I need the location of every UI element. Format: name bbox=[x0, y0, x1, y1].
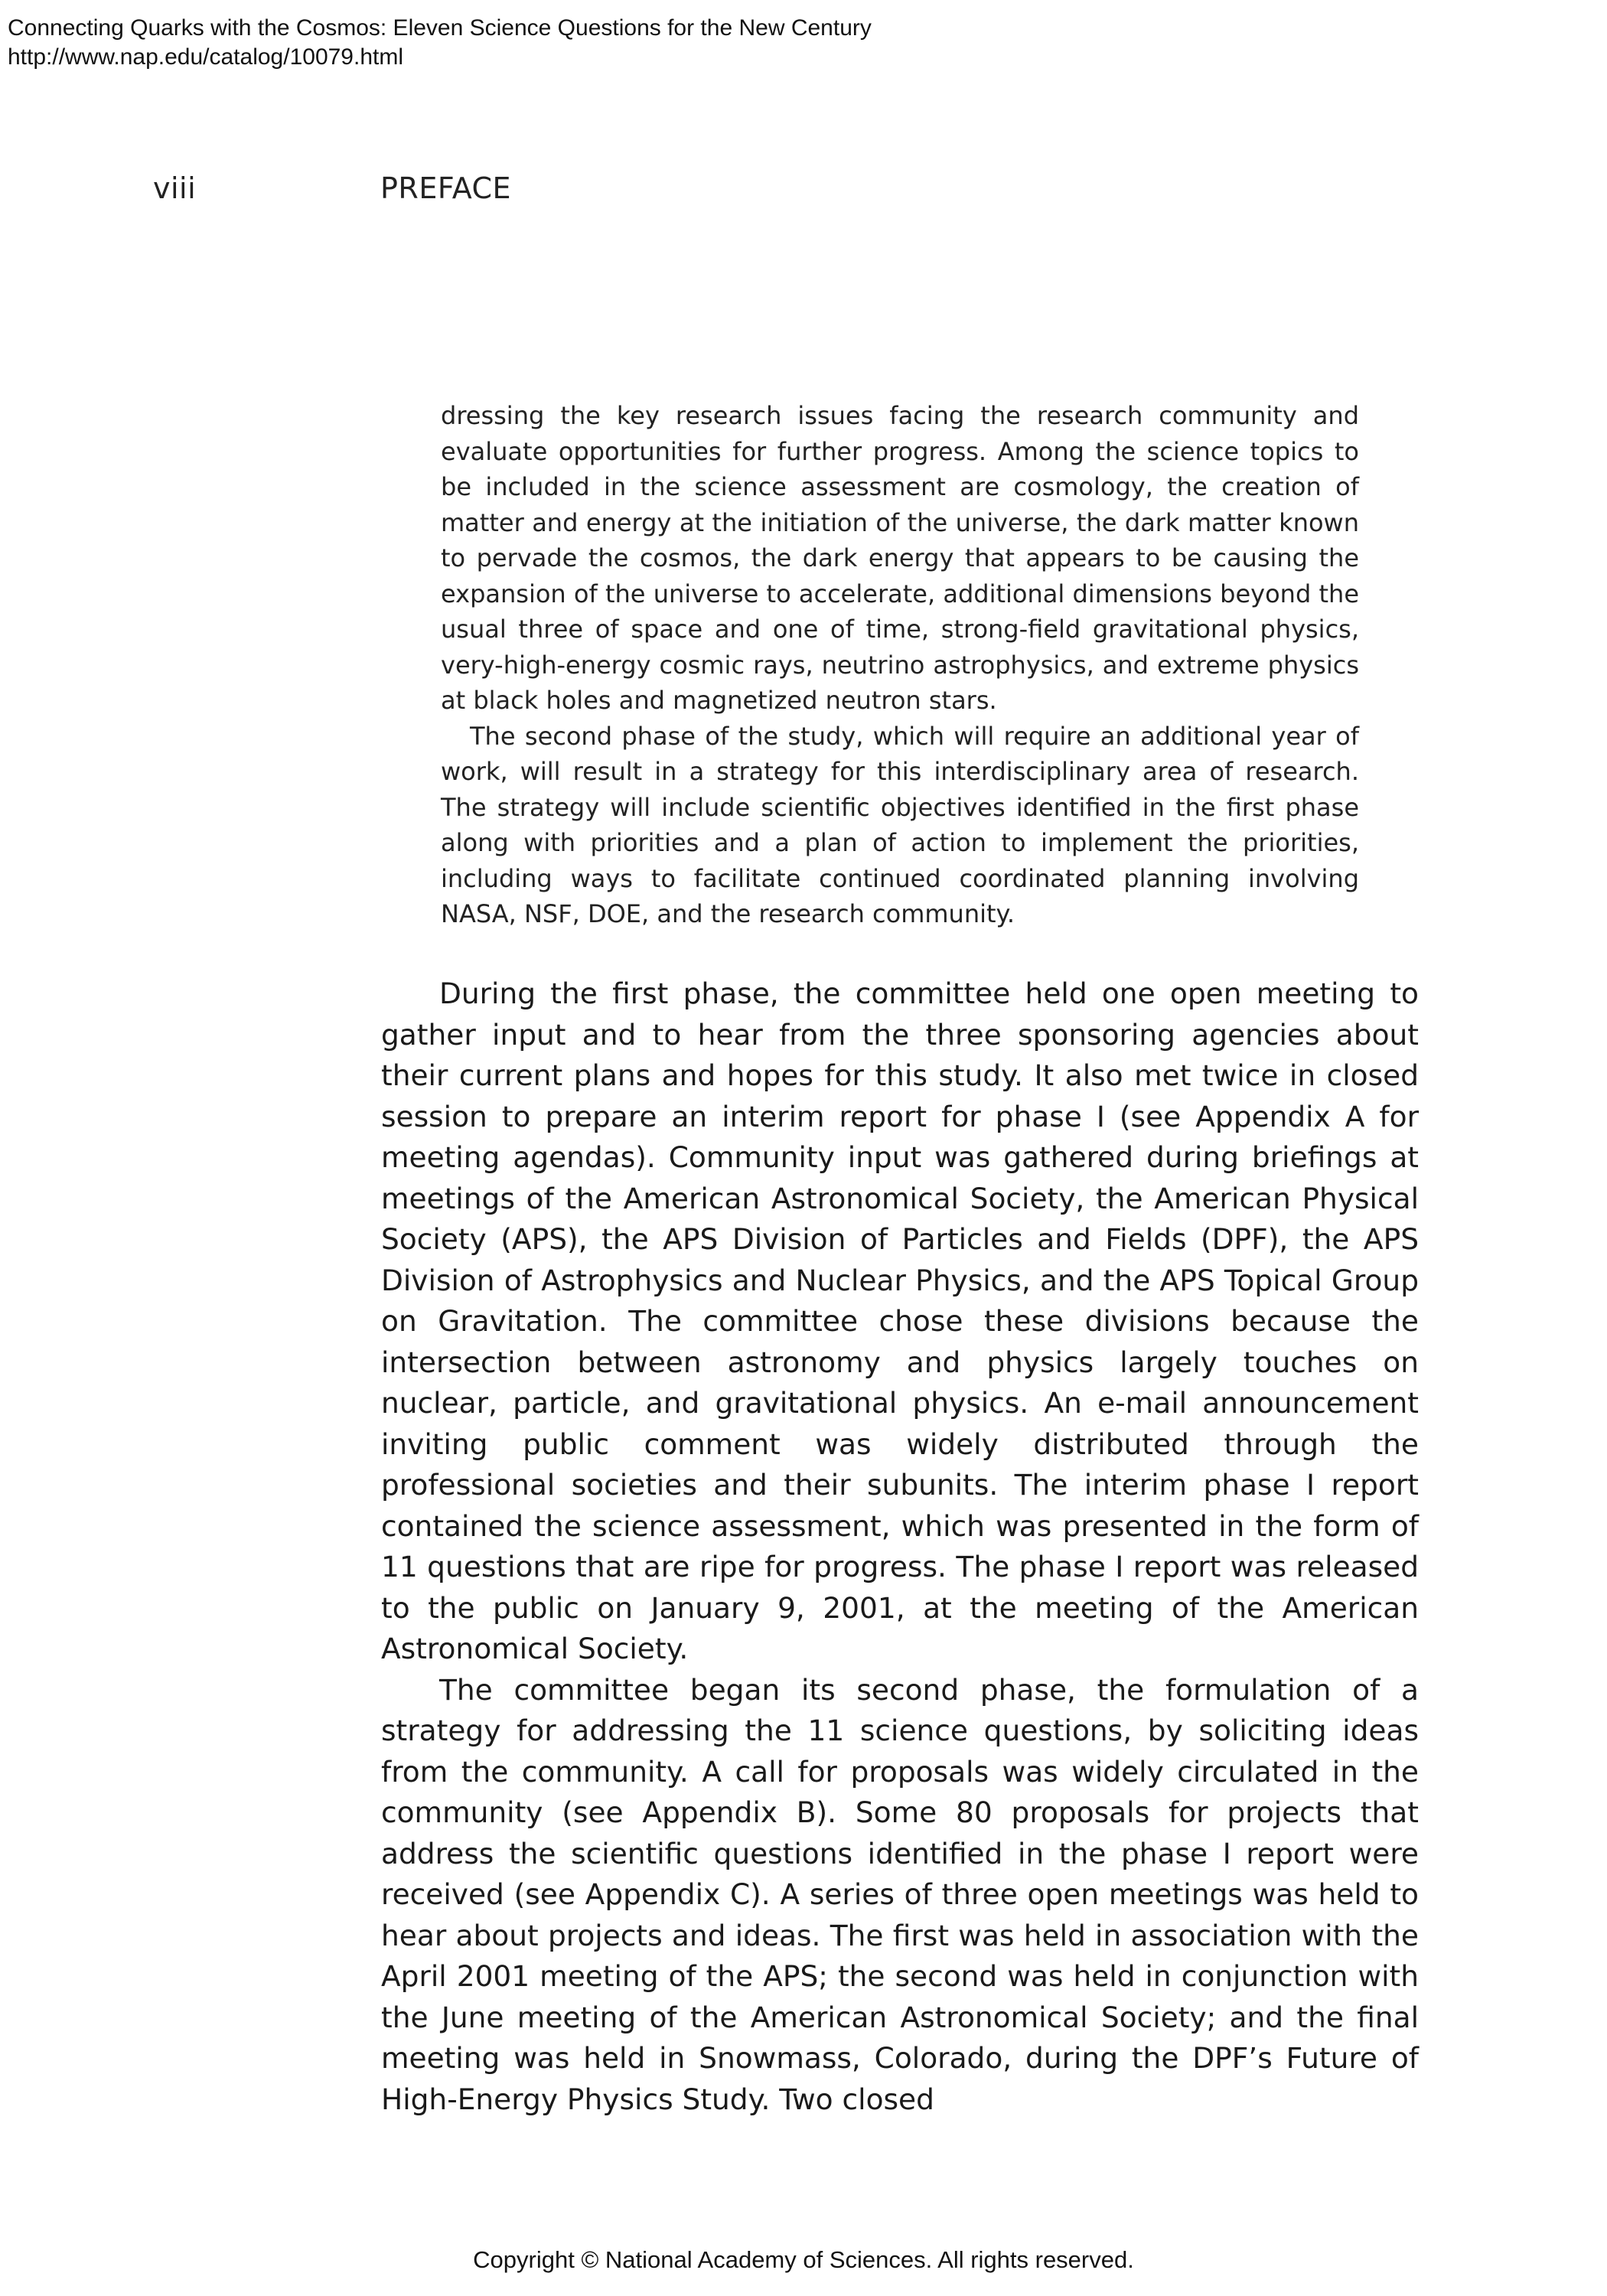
preface-body bbox=[381, 974, 1419, 2120]
running-head-title: PREFACE bbox=[380, 171, 512, 205]
document-source-header bbox=[8, 14, 872, 72]
quoted-study-charge bbox=[441, 398, 1359, 932]
body-paragraph: The committee began its second phase, the formulation of a strategy for addressing the 11 science questions, by soliciting ideas from the community. A call for proposals was widely circulated in the community (see Appendix B). Some 80 proposals for projects that address the scientific questions identified in the phase I report were received (see Appendix C). A series of three open meetings was held to hear about projects and ideas. The first was held in association with the April 2001 meeting of the APS; the second was held in conjunction with the June meeting of the American Astronomical Society; and the final meeting was held in Snowmass, Colorado, during the DPF’s Future of High-Energy Physics Study. Two closed bbox=[381, 1672, 1419, 2116]
quoted-paragraph: The second phase of the study, which will require an additional year of work, will result in a strategy for this interdisciplinary area of research. The strategy will include scientific objectives identified in the first phase along with priorities and a plan of action to implement the priorities, including ways to facilitate continued coordinated planning involving NASA, NSF, DOE, and the research community. bbox=[441, 721, 1359, 928]
catalog-url: http://www.nap.edu/catalog/10079.html bbox=[8, 44, 404, 70]
copyright-footer: Copyright © National Academy of Sciences. All rights reserved. bbox=[473, 2246, 1134, 2273]
body-paragraph: During the first phase, the committee held one open meeting to gather input and to hear from the three sponsoring agencies about their current plans and hopes for this study. It also met twice in closed session to prepare an interim report for phase I (see Appendix A for meeting agendas). Community input was gathered during briefings at meetings of the American Astronomical Society, the American Physical Society (APS), the APS Division of Particles and Fields (DPF), the APS Division of Astrophysics and Nuclear Physics, and the APS Topical Group on Gravitation. The committee chose these divisions because the intersection between astronomy and physics largely touches on nuclear, particle, and gravitational physics. An e-mail announcement inviting public comment was widely distributed through the professional societies and their subunits. The interim phase I report contained the science assessment, which was presented in the form of 11 questions that are ripe for progress. The phase I report was released to the public on January 9, 2001, at the meeting of the American Astronomical Society. bbox=[381, 977, 1419, 1665]
quoted-paragraph: dressing the key research issues facing the research community and evaluate opportunities for further progress. Among the science topics to be included in the science assessment are cosmology, the creation of matter and energy at the initiation of the universe, the dark matter known to pervade the cosmos, the dark energy that appears to be causing the expansion of the universe to accelerate, additional dimensions beyond the usual three of space and one of time, strong-field gravitational physics, very-high-energy cosmic rays, neutrino astrophysics, and extreme physics at black holes and magnetized neutron stars. bbox=[441, 401, 1359, 715]
book-title: Connecting Quarks with the Cosmos: Eleven Science Questions for the New Century bbox=[8, 15, 872, 41]
page-number: viii bbox=[153, 171, 197, 205]
